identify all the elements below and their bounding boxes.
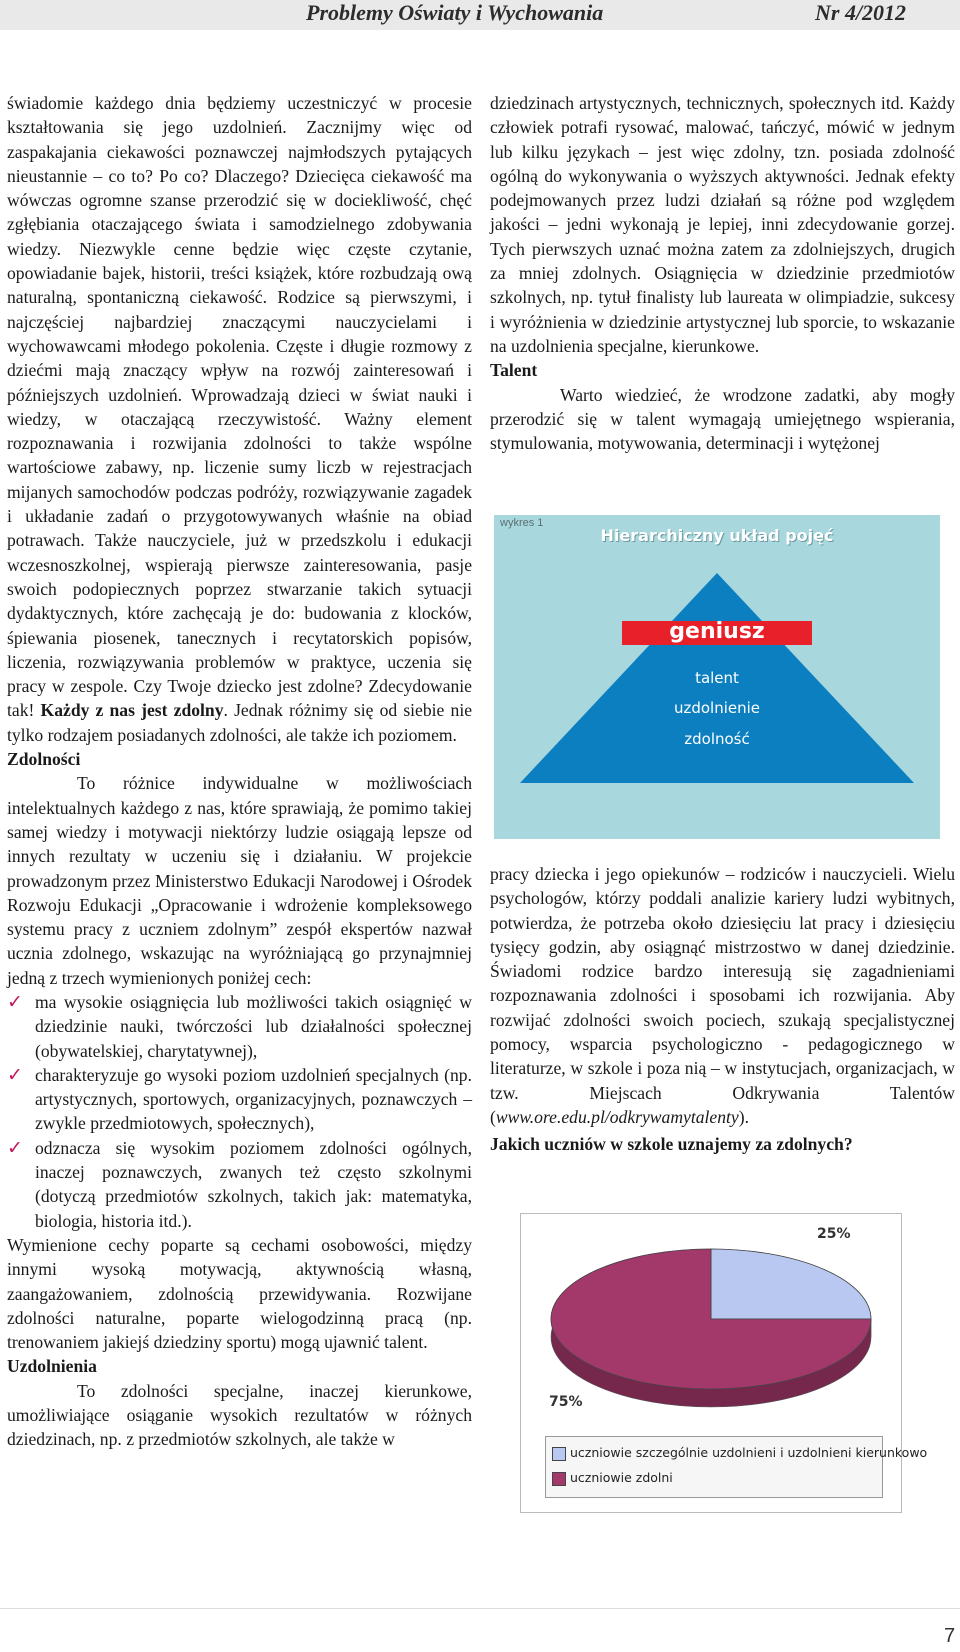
page-number: 7 (944, 1625, 956, 1647)
issue-number: Nr 4/2012 (815, 0, 907, 25)
paragraph: To różnice indywidualne w możliwościach intelektualnych każdego z nas, które sprawiają, że pomimo takiej samej wiedzy i motywacji niektórzy ludzie osiągają lepsze od innych rezultaty w uczeniu się i działaniu. W projekcie prowadzonym przez Ministerstwo Edukacji Narodowej i Ośrodek Rozwoju Edukacji „Opracowanie i wdrożenie kompleksowego systemu pracy z uczniem zdolnym” zespół ekspertów nazwał ucznia zdolnego, wskazując na wyróżniającą go przynajmniej jedną z trzech wymienionych poniżej cech: (7, 773, 472, 988)
website-link[interactable]: www.ore.edu.pl/odkrywamytalenty (495, 1106, 739, 1127)
pie-slice-0 (711, 1249, 871, 1319)
paragraph: pracy dziecka i jego opiekunów – rodziców i nauczycieli. Wielu psychologów, którzy poddali analizie kariery ludzi wybitnych, potwierdza, że potrzeba około dziesięciu lat pracy i dziesięciu tysięcy godzin, aby osiągnąć mistrzostwo w danej dziedzinie. Świadomi rodzice bardzo interesują się zagadnieniami rozpoznawania zdolności i sposobami ich rozwijania. Aby rozwijać zdolności swoich pociech, szukają specjalistycznej pomocy, wsparcia psychologiczno - pedagogicznego w literaturze, w szkole i poza nią – w instytucjach, organizacjach, w tzw. Miejscach Odkrywania Talentów (www.ore.edu.pl/odkrywamytalenty). (490, 864, 955, 1127)
footer-rule (0, 1608, 960, 1609)
chart-legend: uczniowie szczególnie uzdolnieni i uzdolnieni kierunkowo uczniowie zdolni (545, 1436, 883, 1498)
criteria-list (7, 990, 472, 1233)
section-heading-question: Jakich uczniów w szkole uznajemy za zdolnych? (490, 1134, 853, 1155)
slice-label-1: 75% (549, 1394, 583, 1410)
pie-chart-figure (520, 1213, 928, 1513)
figure-title: Hierarchiczny układ pojęć (600, 526, 834, 545)
level-geniusz: geniusz (669, 619, 765, 644)
section-heading-talent: Talent (490, 360, 538, 381)
figure-tag: wykres 1 (500, 517, 544, 529)
level-talent: talent (695, 669, 739, 687)
hierarchy-figure (494, 515, 940, 839)
paragraph: Warto wiedzieć, że wrodzone zadatki, aby mogły przerodzić się w talent wymagają umiejętnego wspierania, stymulowania, motywowania, determinacji i wytężonej (490, 384, 955, 454)
right-column-bottom (490, 862, 955, 1157)
list-item: ✓ charakteryzuje go wysoki poziom uzdolnień specjalnych (np. artystycznych, sportowych, organizacyjnych, poznawczych – zwykle przedmiotowych, społecznych), (7, 1063, 472, 1134)
checkmark-icon: ✓ (7, 1136, 23, 1159)
checkmark-icon: ✓ (7, 990, 23, 1013)
level-zdolnosc: zdolność (684, 730, 750, 748)
right-column-top (490, 91, 955, 455)
checkmark-icon: ✓ (7, 1063, 23, 1086)
emphasis: Każdy z nas jest zdolny (40, 700, 224, 721)
legend-swatch (552, 1472, 566, 1486)
level-uzdolnienie: uzdolnienie (673, 699, 761, 717)
journal-title: Problemy Oświaty i Wychowania (306, 0, 604, 25)
paragraph: To zdolności specjalne, inaczej kierunkowe, umożliwiające osiąganie wysokich rezultatów w różnych dziedzinach, np. z przedmiotów szkolnych, ale także w (7, 1380, 472, 1450)
section-heading-zdolnosci: Zdolności (7, 749, 81, 770)
slice-label-0: 25% (817, 1226, 851, 1242)
running-header (0, 0, 960, 30)
left-column (7, 91, 472, 1452)
list-item: ✓ ma wysokie osiągnięcia lub możliwości takich osiągnięć w dziedzinie nauki, twórczości lub działalności społecznej (obywatelskiej, charytatywnej), (7, 990, 472, 1061)
list-item: ✓ odznacza się wysokim poziomem zdolności ogólnych, inaczej poznawczych, zwanych też często szkolnymi (dotyczą przedmiotów szkolnych, takich jak: matematyka, biologia, historia itd.). (7, 1136, 472, 1231)
paragraph: Wymienione cechy poparte są cechami osobowości, między innymi wysoką motywacją, aktywnością własną, zaangażowaniem, zdolnością przewidywania. Rozwijane zdolności naturalne, poparte wielogodzinną pracą (np. trenowaniem jakiejś dziedziny sportu) mogą ujawnić talent. (7, 1234, 472, 1353)
legend-swatch (552, 1447, 566, 1461)
paragraph: dziedzinach artystycznych, technicznych, społecznych itd. Każdy człowiek potrafi rysować, malować, tańczyć, mówić w jednym lub kilku językach – jest więc zdolny, tzn. posiada zdolność ogólną do wykonywania o wyższych aktywności. Jednak efekty podejmowanych przez ludzi działań są różne pod względem jakości – jedni wykonają je lepiej, inni zdecydowanie gorzej. Tych pierwszych uznać można zatem za zdolniejszych, drugich za mniej zdolnych. Osiągnięcia w dziedzinie przedmiotów szkolnych, np. tytuł finalisty lub laureata w olimpiadzie, sukcesy i wyróżnienia w dziedzinie artystycznej lub sporcie, to wskazanie na uzdolnienia specjalne, kierunkowe. (490, 93, 955, 356)
section-heading-uzdolnienia: Uzdolnienia (7, 1356, 97, 1377)
paragraph: świadomie każdego dnia będziemy uczestniczyć w procesie kształtowania się jego uzdolnień. Zacznijmy więc od zaspakajania ciekawości poznawczej najmłodszych pytających nieustannie – co to? Po co? Dlaczego? Dziecięca ciekawość ma wówczas ogromne szanse przerodzić się w dociekliwość, chęć zgłębiania otaczającego świata i samodzielnego zdobywania wiedzy. Niezwykle cenne będzie więc częste czytanie, opowiadanie bajek, historii, treści książek, które rozbudzają ową naturalną, spontaniczną ciekawość. Rodzice są pierwszymi, i najczęściej najbardziej znaczącymi nauczycielami i wychowawcami młodego pokolenia. Częste i długie rozmowy z dziećmi mają znaczący wpływ na rozwój zainteresowań i późniejszych uzdolnień. Wprowadzają dzieci w świat nauki i wiedzy, w otaczającą rzeczywistość. Ważny element rozpoznawania i rozwijania zdolności to także wspólne wartościowe zabawy, np. liczenie sumy liczb w rejestracjach mijanych samochodów podczas podróży, rozwiązywanie zagadek i układanie zadań o przygotowywanych właśnie na obiad potrawach. Także nauczyciele, już w przedszkolu i edukacji wczesnoszkolnej, wspierają pierwsze zainteresowania, pasje swoich podopiecznych poprzez stwarzanie takich sytuacji dydaktycznych, które zachęcają je do: budowania z klocków, śpiewania piosenek, tanecznych i recytatorskich popisów, liczenia, rozwiązywania problemów w praktyce, uczenia się pracy w zespole. Czy Twoje dziecko jest zdolne? Zdecydowanie tak! Każdy z nas jest zdolny. Jednak różnimy się od siebie nie tylko rodzajem posiadanych zdolności, ale także ich poziomem. (7, 93, 473, 745)
